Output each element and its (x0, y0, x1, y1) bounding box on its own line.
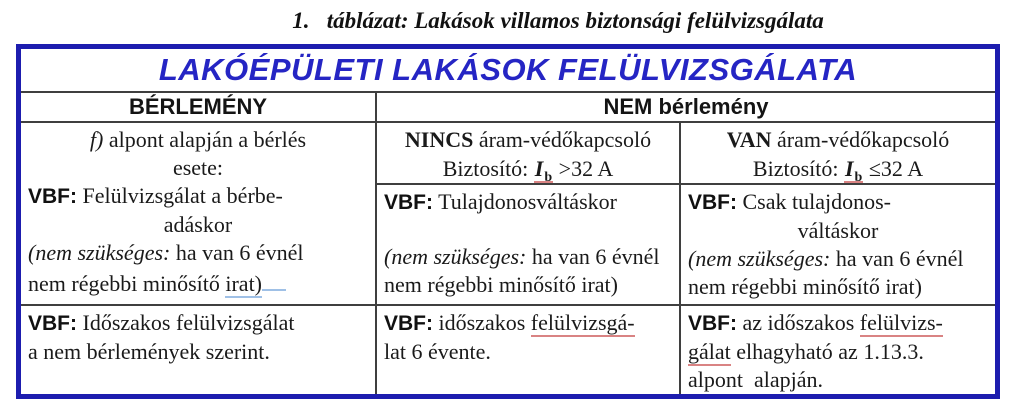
van-line1-text: áram-védőkapcsoló (771, 127, 950, 152)
nincs-threshold: >32 A (553, 156, 614, 181)
van2-text: az időszakos (737, 310, 860, 335)
berlemeny2-text: Időszakos felülvizsgálat (77, 310, 295, 335)
misspelling-underline: felülvizsgá- (530, 310, 635, 335)
nincs-keyword: NINCS (404, 127, 474, 152)
irat-underlined: irat) (225, 271, 263, 296)
van-note-line2: nem régebbi minősítő irat) (688, 274, 922, 299)
cell-berlemeny-row2 (21, 306, 375, 394)
berlemeny-vbf-text: Felülvizsgálat a bérbe- (77, 183, 283, 208)
cell-van-row2 (679, 306, 995, 394)
blue-underline-mark (262, 267, 286, 291)
cell-berlemeny-row1 (21, 123, 375, 301)
nincs-note-line2: nem régebbi minősítő irat) (384, 272, 618, 297)
col-header-berlemeny: BÉRLEMÉNY (128, 94, 268, 119)
van-line1 (681, 125, 995, 154)
inspection-table (16, 44, 1000, 399)
nincs-note-line1 (384, 243, 672, 271)
van-vbf-text: Csak tulajdonos- (737, 189, 891, 214)
misspelling-underline: gálat (688, 339, 731, 364)
cell-nincs-row1 (377, 185, 679, 304)
van2-line2 (688, 338, 988, 366)
col-nincs (375, 123, 679, 304)
point-f-label: f) (89, 127, 104, 152)
vbf-label: VBF: (28, 312, 77, 335)
berlemeny-line2: esete: (172, 155, 224, 180)
van2-line2-text: elhagyható az 1.13.3. (730, 339, 924, 364)
berlemeny-note-line1 (28, 239, 368, 267)
col-header-nem-berlemeny: NEM bérlemény (375, 93, 995, 121)
berlemeny-line1-text: alpont alapján a bérlés (103, 127, 307, 152)
nincs-vbf-text: Tulajdonosváltáskor (433, 189, 617, 214)
ib-subscript: b (854, 170, 863, 185)
subheader-van (681, 123, 995, 185)
note-line2-text: nem régebbi minősítő (28, 271, 226, 296)
ib-symbol: $I_b$ (844, 156, 863, 185)
table-title: LAKÓÉPÜLETI LAKÁSOK FELÜLVIZSGÁLATA (158, 52, 858, 87)
note-rest: ha van 6 évnél (830, 246, 964, 271)
col-van (679, 123, 995, 304)
header-row (21, 91, 995, 123)
cell-nincs-row2 (375, 306, 679, 394)
vbf-label: VBF: (688, 312, 737, 335)
van2-line3: alpont alapján. (688, 367, 824, 392)
nincs2-line1 (384, 309, 672, 338)
ib-symbol: $I_b$ (534, 156, 553, 185)
biztosito-label: Biztosító: (442, 156, 534, 181)
van-threshold: ≤32 A (863, 156, 924, 181)
berlemeny2-line1 (28, 309, 368, 338)
nincs-line1 (377, 125, 679, 154)
vbf-label: VBF: (384, 312, 433, 335)
ib-subscript: b (544, 170, 553, 185)
note-italic: (nem szükséges: (688, 246, 831, 271)
vbf-label: VBF: (28, 185, 77, 208)
table-caption: 1. táblázat: Lakások villamos biztonsági felülvizsgálata (292, 8, 824, 33)
vbf-label: VBF: (384, 191, 433, 214)
misspelling-underline: felülvizs- (859, 310, 943, 335)
van-keyword: VAN (726, 127, 772, 152)
biztosito-label: Biztosító: (752, 156, 844, 181)
note-rest: ha van 6 évnél (170, 240, 304, 265)
cell-van-row1 (681, 185, 995, 304)
note-italic: (nem szükséges: (384, 244, 527, 269)
van-vbf-continuation: váltáskor (797, 218, 879, 243)
body-row-1 (21, 123, 995, 304)
nincs2-text: időszakos (433, 310, 531, 335)
note-italic: (nem szükséges: (28, 240, 171, 265)
van-vbf-line (688, 188, 988, 217)
berlemeny-note-line2 (28, 267, 368, 298)
berlemeny2-line2: a nem bérlemények szerint. (28, 339, 270, 364)
berlemeny-vbf-line (28, 182, 368, 211)
van2-line1 (688, 309, 988, 338)
nincs-line1-text: áram-védőkapcsoló (473, 127, 652, 152)
berlemeny-line1 (28, 126, 368, 154)
van-note-line1 (688, 245, 988, 273)
nincs2-line2: lat 6 évente. (384, 339, 491, 364)
note-rest: ha van 6 évnél (526, 244, 660, 269)
body-row-2 (21, 304, 995, 394)
berlemeny-vbf-continuation: adáskor (163, 212, 233, 237)
nincs-note (384, 243, 672, 299)
vbf-label: VBF: (688, 191, 737, 214)
nincs-vbf-line (384, 188, 672, 217)
subheader-nincs (377, 123, 679, 185)
